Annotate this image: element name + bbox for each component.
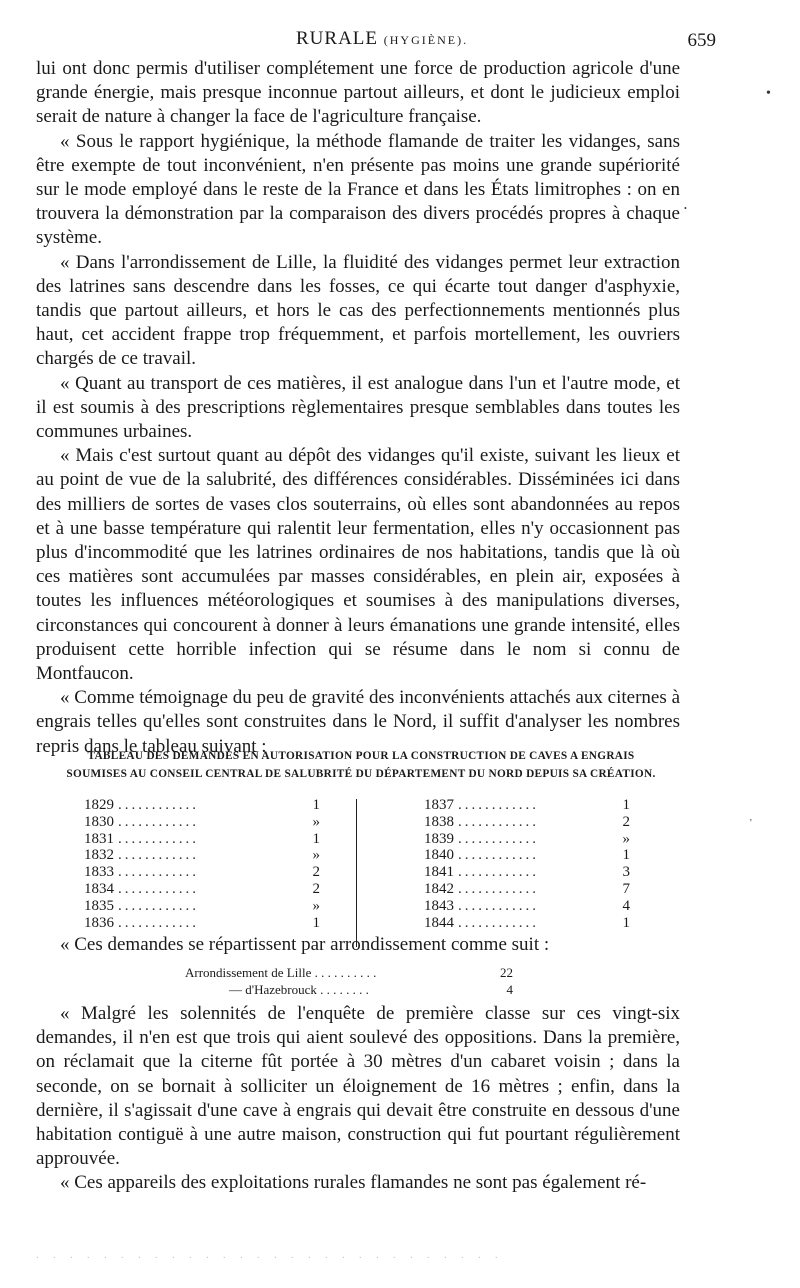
- table-column-left: [84, 797, 334, 931]
- table-divider: [356, 799, 357, 947]
- table-value: »: [312, 847, 320, 864]
- running-title-sub: (HYGIÈNE).: [383, 33, 469, 47]
- table-year: 1836: [84, 914, 114, 931]
- distribution-intro: « Ces demandes se répartissent par arrondissement comme suit :: [60, 934, 550, 955]
- table-leader: ............: [118, 847, 199, 864]
- paragraph: lui ont donc permis d'utiliser complétement une force de production agricole d'une grande énergie, mais presque inconnue partout ailleurs, et dont le judicieux emploi serait de nature à changer la face de l'agriculture française.: [36, 58, 680, 128]
- paragraph: « Mais c'est surtout quant au dépôt des vidanges qu'il existe, suivant les lieux et au point de vue de la salubrité, des différences considérables. Disséminées ici dans des milliers de sortes de vases clos souterrains, où elles sont abandonnées au repos et à une basse température qui ralentit leur fermentation, elles n'y occasionnent pas plus d'incommodité que les latrines ordinaires de nos habitations, tandis que là où ces matières sont accumulées par masses considérables, en plein air, exposées à toutes les influences météorologiques et soumises à des manipulations diverses, circonstances qui concourent à donner à leurs émanations une grande intensité, elles produisent cette horrible infection qui se résume dans le nom si connu de Montfaucon.: [36, 445, 680, 685]
- table-year: 1844: [424, 914, 454, 931]
- table-leader: ............: [458, 847, 539, 864]
- distribution-label: — d'Hazebrouck . . . . . . . .: [229, 982, 369, 997]
- table-value: 3: [622, 864, 630, 881]
- table-leader: ............: [118, 813, 199, 830]
- table-value: »: [312, 897, 320, 914]
- table-leader: ............: [458, 914, 539, 931]
- table-value: 1: [622, 797, 630, 813]
- table-row: [424, 831, 644, 848]
- table-value: 1: [622, 847, 630, 864]
- table-row: [84, 831, 334, 848]
- paragraph: « Comme témoignage du peu de gravité des inconvénients attachés aux citernes à engrais telles qu'elles sont construites dans le Nord, il suffit d'analyser les nombres repris dans le tableau suivant :: [36, 687, 680, 757]
- table-year: 1829: [84, 797, 114, 813]
- table-row: [424, 797, 644, 814]
- scan-noise: . . . . . . . . . . . . . . . . . . . . . . . . . . . .: [36, 1250, 504, 1261]
- table-leader: ............: [458, 797, 539, 813]
- table-year: 1837: [424, 797, 454, 813]
- table-leader: ............: [458, 880, 539, 897]
- table-year: 1830: [84, 813, 114, 830]
- table-value: 2: [312, 864, 320, 881]
- table-row: [424, 915, 644, 932]
- table-leader: ............: [458, 813, 539, 830]
- table-column-right: [424, 797, 644, 931]
- table-value: 1: [312, 830, 320, 847]
- table-value: »: [622, 830, 630, 847]
- page-number: 659: [687, 30, 716, 51]
- table-row: [84, 847, 334, 864]
- table-title: [36, 744, 686, 786]
- table-year: 1839: [424, 830, 454, 847]
- table-year: 1838: [424, 813, 454, 830]
- distribution-row: [185, 964, 525, 981]
- distribution-label: Arrondissement de Lille . . . . . . . . . .: [185, 965, 377, 980]
- margin-speck: ': [750, 818, 752, 829]
- table-row: [424, 814, 644, 831]
- table-leader: ............: [118, 797, 199, 813]
- table-row: [424, 881, 644, 898]
- distribution-value: 4: [506, 982, 513, 997]
- table-value: 1: [312, 914, 320, 931]
- table-year: 1841: [424, 864, 454, 881]
- table-year: 1832: [84, 847, 114, 864]
- table-year: 1842: [424, 880, 454, 897]
- table-value: 4: [622, 897, 630, 914]
- table-value: 1: [312, 797, 320, 813]
- table-year: 1834: [84, 880, 114, 897]
- paragraph: « Ces appareils des exploitations rurales flamandes ne sont pas également ré-: [60, 1172, 647, 1194]
- table-leader: ............: [118, 830, 199, 847]
- table-year: 1831: [84, 830, 114, 847]
- paragraph: « Sous le rapport hygiénique, la méthode flamande de traiter les vidanges, sans être exempte de tout inconvénient, n'en présente pas moins une grande supériorité sur le mode employé dans le reste de la France et dans les États limitrophes : on en trouvera la démonstration par la comparaison des divers procédés propres à chaque système.: [36, 130, 680, 249]
- table-year: 1843: [424, 897, 454, 914]
- table-leader: ............: [118, 914, 199, 931]
- table-title-line: SOUMISES AU CONSEIL CENTRAL DE SALUBRITÉ DU DÉPARTEMENT DU NORD DEPUIS SA CRÉATION.: [66, 768, 656, 780]
- table-row: [84, 898, 334, 915]
- running-title: [296, 28, 468, 50]
- table-leader: ............: [458, 897, 539, 914]
- distribution-list: [185, 964, 525, 998]
- margin-speck: •: [766, 86, 771, 101]
- table-value: 2: [622, 813, 630, 830]
- distribution-value: 22: [500, 965, 513, 980]
- paragraph: « Dans l'arrondissement de Lille, la fluidité des vidanges permet leur extraction des latrines sans descendre dans les fosses, ce qui écarte tout danger d'asphyxie, tandis que partout ailleurs, et hors le cas des perfectionnements mentionnés plus haut, cet accident frappe trop fréquemment, et parfois mortellement, les ouvriers chargés de ce travail.: [36, 251, 680, 370]
- table-row: [84, 797, 334, 814]
- table-leader: ............: [458, 830, 539, 847]
- table-leader: ............: [458, 864, 539, 881]
- table-value: 7: [622, 880, 630, 897]
- table-leader: ............: [118, 864, 199, 881]
- distribution-row: [185, 981, 525, 998]
- table-row: [424, 898, 644, 915]
- table-title-line: TABLEAU DES DEMANDES EN AUTORISATION POUR LA CONSTRUCTION DE CAVES A ENGRAIS: [87, 750, 635, 762]
- table-leader: ............: [118, 897, 199, 914]
- table-value: »: [312, 813, 320, 830]
- table-row: [424, 864, 644, 881]
- table-value: 1: [622, 914, 630, 931]
- running-title-main: RURALE: [296, 28, 378, 49]
- requests-table: [84, 797, 644, 947]
- table-year: 1835: [84, 897, 114, 914]
- page-header: [36, 18, 716, 54]
- table-row: [84, 864, 334, 881]
- table-year: 1840: [424, 847, 454, 864]
- table-row: [424, 847, 644, 864]
- margin-speck: •: [684, 204, 687, 213]
- table-year: 1833: [84, 864, 114, 881]
- table-row: [84, 915, 334, 932]
- table-row: [84, 881, 334, 898]
- body-text-top: [36, 57, 680, 759]
- paragraph: « Malgré les solennités de l'enquête de première classe sur ces vingt-six demandes, il n'en est que trois qui aient soulevé des oppositions. Dans la première, on réclamait que la citerne fût portée à 30 mètres d'un cabaret voisin ; dans la seconde, on se bornait à solliciter un éloignement de 16 mètres ; enfin, dans la dernière, il s'agissait d'une cave à engrais qui devait être construite en dessous d'une habitation contiguë à une autre maison, construction qui fut pourtant régulièrement approuvée.: [36, 1003, 680, 1170]
- paragraph: « Quant au transport de ces matières, il est analogue dans l'un et l'autre mode, et il est soumis à des prescriptions règlementaires presque semblables dans toutes les communes urbaines.: [36, 372, 680, 443]
- table-leader: ............: [118, 880, 199, 897]
- table-row: [84, 814, 334, 831]
- body-text-bottom: [36, 1002, 680, 1196]
- table-value: 2: [312, 880, 320, 897]
